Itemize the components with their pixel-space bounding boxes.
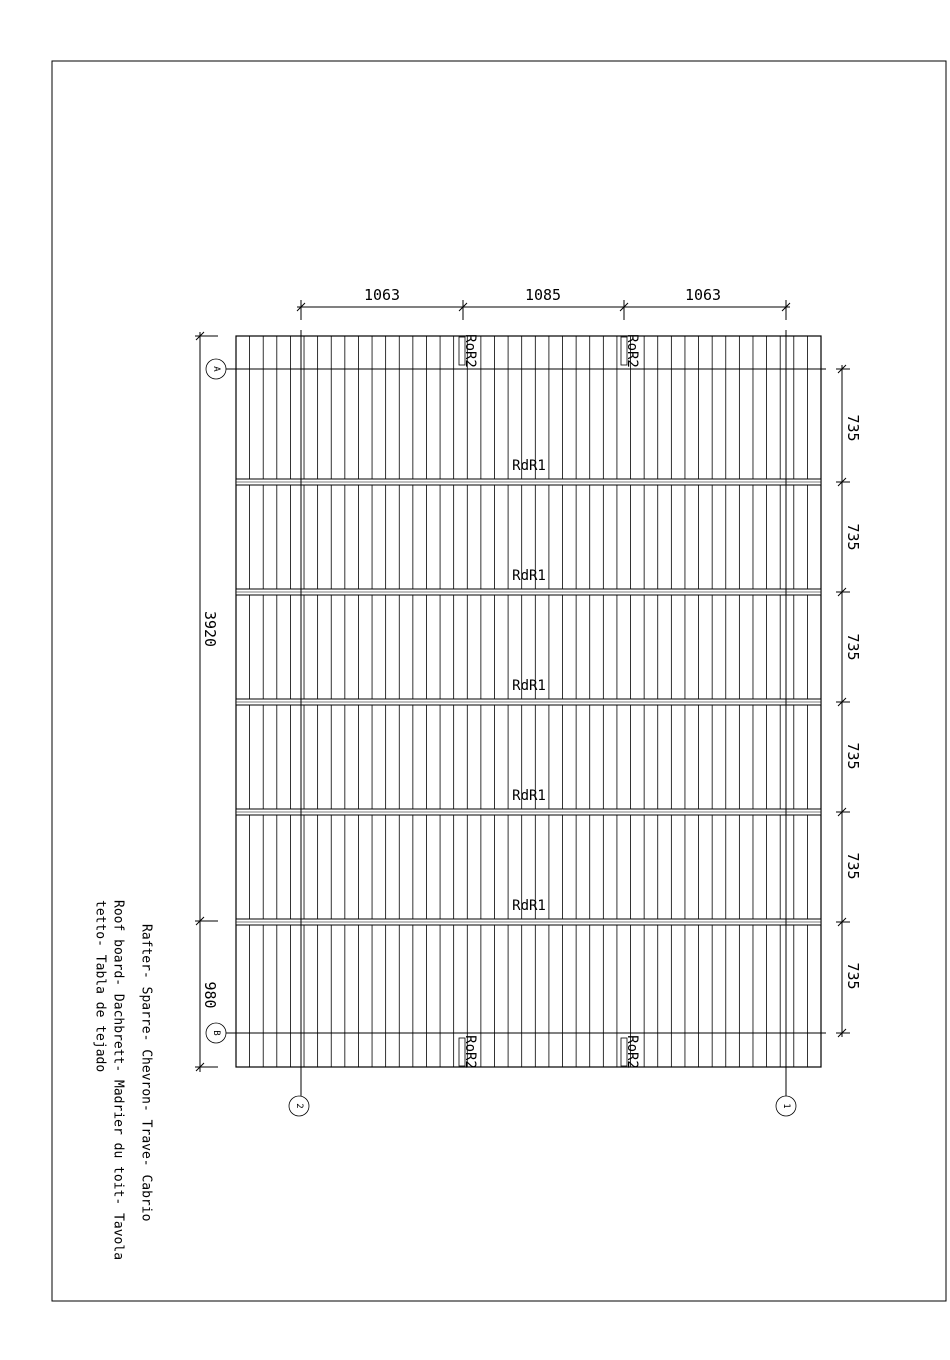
right-dim-3: 735	[844, 633, 862, 661]
legend-line-1: Rafter- Sparre- Chevron- Trave- Cabrio	[138, 924, 154, 1222]
left-dim-total: 3920	[201, 610, 219, 648]
purlin-label-2: RdR1	[512, 568, 546, 584]
edge-label-bottom-left: RoR2	[462, 1035, 478, 1069]
top-dim-3: 1063	[684, 286, 722, 304]
right-dim-5: 735	[844, 852, 862, 880]
left-dimension-chain	[195, 332, 218, 1072]
axis-label-b: B	[211, 1030, 221, 1036]
right-dim-6: 735	[844, 962, 862, 990]
left-dim-lower: 980	[201, 981, 219, 1009]
edge-label-bottom-right: RoR2	[624, 1035, 640, 1069]
axis-label-2: 2	[294, 1103, 304, 1109]
top-dim-1: 1063	[363, 286, 401, 304]
purlin-label-1: RdR1	[512, 458, 546, 474]
purlin-label-3: RdR1	[512, 678, 546, 694]
legend-line-2: Roof board- Dachbrett- Madrier du toit- Tavola	[110, 900, 126, 1261]
edge-label-top-right: RoR2	[624, 334, 640, 368]
right-dimension-chain	[836, 365, 850, 1037]
purlin-label-4: RdR1	[512, 788, 546, 804]
edge-label-top-left: RoR2	[462, 334, 478, 368]
right-dim-4: 735	[844, 742, 862, 770]
purlin-group	[236, 479, 821, 925]
axis-label-a: A	[211, 366, 221, 372]
right-dim-1: 735	[844, 414, 862, 442]
axis-label-1: 1	[781, 1103, 791, 1109]
legend-line-3: tetto- Tabla de tejado	[92, 900, 108, 1073]
sheet-frame	[52, 61, 946, 1301]
top-dim-2: 1085	[524, 286, 562, 304]
right-dim-2: 735	[844, 523, 862, 551]
purlin-label-5: RdR1	[512, 898, 546, 914]
